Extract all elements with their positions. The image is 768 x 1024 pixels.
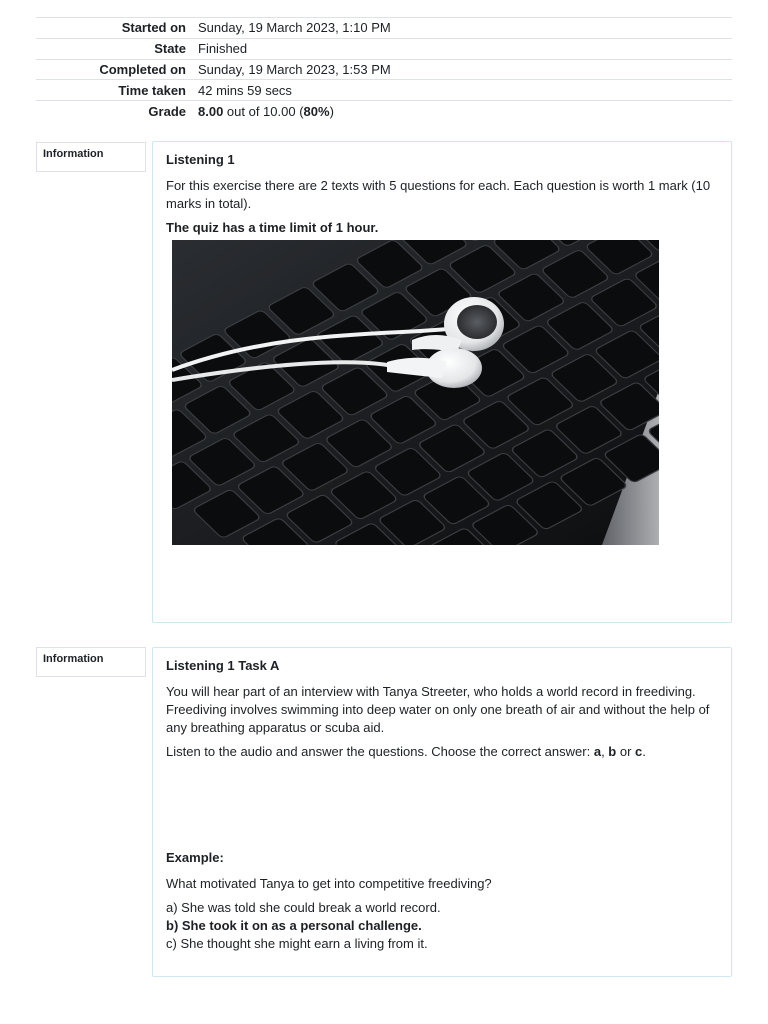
answer-option: a) She was told she could break a world record. — [166, 900, 441, 915]
summary-value: Finished — [198, 41, 248, 57]
grade-close: ) — [329, 103, 334, 119]
earphones-keyboard-image — [172, 240, 659, 545]
grade-out-of: out of 10.00 ( — [223, 103, 304, 119]
summary-row — [36, 38, 732, 59]
separator: , — [601, 744, 609, 759]
grade-label: Grade — [148, 103, 186, 119]
summary-label: Time taken — [118, 82, 186, 98]
summary-row — [36, 59, 732, 80]
example-question: What motivated Tanya to get into competitive freediving? — [166, 876, 492, 891]
summary-value: Sunday, 19 March 2023, 1:10 PM — [198, 20, 391, 36]
info-label-box: Information — [36, 142, 146, 172]
instruction-text: Listen to the audio and answer the questions. Choose the correct answer: — [166, 744, 594, 759]
summary-value: Sunday, 19 March 2023, 1:53 PM — [198, 61, 391, 77]
summary-label: Started on — [121, 20, 186, 36]
question-intro: You will hear part of an interview with Tanya Streeter, who holds a world record in freediving. Freediving involves swimming into deep water on only one breath of air and without the help of any breathing apparatus or scuba aid. — [166, 684, 710, 735]
summary-row — [36, 18, 732, 39]
question-title: Listening 1 Task A — [166, 658, 280, 673]
info-label-box: Information — [36, 647, 146, 677]
summary-label: State — [154, 41, 186, 57]
grade-score: 8.00 — [198, 103, 224, 119]
time-limit-note: The quiz has a time limit of 1 hour. — [166, 220, 379, 235]
question-content-listening-1-task-a — [152, 647, 732, 977]
instruction-end: . — [642, 744, 646, 759]
attempt-summary-table — [36, 17, 732, 121]
summary-value: 42 mins 59 secs — [198, 82, 292, 98]
example-answers — [166, 899, 718, 953]
summary-label: Completed on — [99, 61, 186, 77]
summary-row-grade — [36, 101, 732, 122]
grade-percent: 80% — [303, 103, 330, 119]
question-title: Listening 1 — [166, 152, 235, 167]
example-label: Example: — [166, 850, 224, 865]
option-a-label: a — [593, 744, 602, 759]
question-text: For this exercise there are 2 texts with 5 questions for each. Each question is worth 1 mark (10 marks in total). — [166, 178, 711, 211]
summary-row — [36, 80, 732, 101]
separator: or — [616, 744, 636, 759]
option-c-label: c — [635, 744, 643, 759]
audio-spacer — [166, 767, 718, 849]
answer-option: c) She thought she might earn a living from it. — [166, 936, 428, 951]
question-instruction — [166, 743, 718, 761]
answer-option-correct: b) She took it on as a personal challenge. — [166, 918, 422, 933]
grade-value — [198, 101, 732, 122]
option-b-label: b — [608, 744, 617, 759]
